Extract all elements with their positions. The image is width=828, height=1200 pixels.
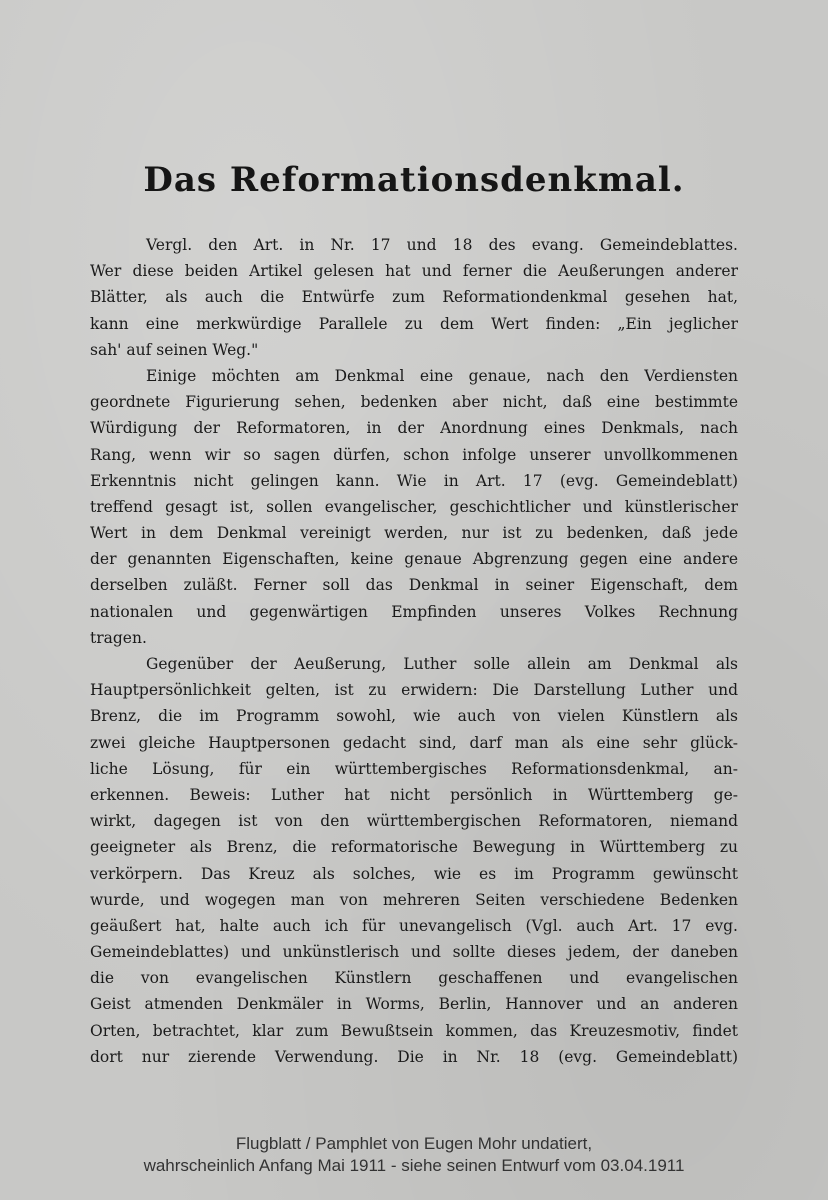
text-line: geeigneter als Brenz, die reformatorische Bewegung in Württemberg zu bbox=[90, 838, 738, 857]
text-line: erkennen. Beweis: Luther hat nicht persönlich in Württemberg ge- bbox=[90, 785, 738, 804]
text-line: Geist atmenden Denkmäler in Worms, Berlin, Hannover und an anderen bbox=[90, 995, 738, 1014]
text-line: Rang, wenn wir so sagen dürfen, schon infolge unserer unvollkommenen bbox=[90, 445, 738, 464]
text-line: sah' auf seinen Weg." bbox=[90, 340, 259, 359]
text-line: dort nur zierende Verwendung. Die in Nr. 18 (evg. Gemeindeblatt) bbox=[90, 1047, 738, 1066]
text-line: treffend gesagt ist, sollen evangelischer, geschichtlicher und künstlerischer bbox=[90, 497, 738, 516]
text-line: wurde, und wogegen man von mehreren Seiten verschiedene Bedenken bbox=[90, 890, 738, 909]
text-line: Erkenntnis nicht gelingen kann. Wie in Art. 17 (evg. Gemeindeblatt) bbox=[90, 471, 738, 490]
text-line: kann eine merkwürdige Parallele zu dem Wert finden: „Ein jeglicher bbox=[90, 314, 738, 333]
text-line: der genannten Eigenschaften, keine genaue Abgrenzung gegen eine andere bbox=[90, 550, 738, 569]
caption-line: Flugblatt / Pamphlet von Eugen Mohr undatiert, bbox=[235, 1134, 593, 1153]
text-line: zwei gleiche Hauptpersonen gedacht sind, darf man als eine sehr glück- bbox=[90, 733, 738, 752]
text-line: Wert in dem Denkmal vereinigt werden, nur ist zu bedenken, daß jede bbox=[90, 524, 738, 543]
text-line: Blätter, als auch die Entwürfe zum Reformationdenkmal gesehen hat, bbox=[90, 288, 738, 307]
text-line: Gegenüber der Aeußerung, Luther solle allein am Denkmal als bbox=[146, 655, 738, 673]
text-line: nationalen und gegenwärtigen Empfinden unseres Volkes Rechnung bbox=[90, 602, 738, 621]
body-text bbox=[90, 232, 738, 1070]
document-title: Das Reformationsdenkmal. bbox=[143, 160, 685, 200]
text-line: Einige möchten am Denkmal eine genaue, nach den Verdiensten bbox=[146, 366, 738, 385]
text-line: Würdigung der Reformatoren, in der Anordnung eines Denkmals, nach bbox=[90, 419, 738, 438]
text-line: derselben zuläßt. Ferner soll das Denkmal in seiner Eigenschaft, dem bbox=[90, 576, 738, 595]
text-line: verkörpern. Das Kreuz als solches, wie es im Programm gewünscht bbox=[90, 864, 738, 883]
text-line: Gemeindeblattes) und unkünstlerisch und sollte dieses jedem, der daneben bbox=[90, 943, 738, 962]
text-line: geordnete Figurierung sehen, bedenken aber nicht, daß eine bestimmte bbox=[90, 393, 738, 412]
text-line: Hauptpersönlichkeit gelten, ist zu erwidern: Die Darstellung Luther und bbox=[90, 681, 738, 700]
caption-line: wahrscheinlich Anfang Mai 1911 - siehe seinen Entwurf vom 03.04.1911 bbox=[143, 1156, 685, 1175]
text-line: Wer diese beiden Artikel gelesen hat und ferner die Aeußerungen anderer bbox=[90, 262, 738, 281]
text-line: tragen. bbox=[90, 628, 147, 647]
text-line: liche Lösung, für ein württembergisches Reformationsdenkmal, an- bbox=[90, 759, 738, 778]
text-line: Orten, betrachtet, klar zum Bewußtsein kommen, das Kreuzesmotiv, findet bbox=[90, 1021, 738, 1040]
text-line: geäußert hat, halte auch ich für unevangelisch (Vgl. auch Art. 17 evg. bbox=[90, 916, 738, 935]
text-line: die von evangelischen Künstlern geschaffenen und evangelischen bbox=[90, 969, 738, 988]
text-line: wirkt, dagegen ist von den württembergischen Reformatoren, niemand bbox=[90, 812, 738, 831]
caption bbox=[0, 1133, 828, 1177]
text-line: Vergl. den Art. in Nr. 17 und 18 des evang. Gemeindeblattes. bbox=[146, 236, 738, 254]
text-line: Brenz, die im Programm sowohl, wie auch von vielen Künstlern als bbox=[90, 707, 738, 726]
